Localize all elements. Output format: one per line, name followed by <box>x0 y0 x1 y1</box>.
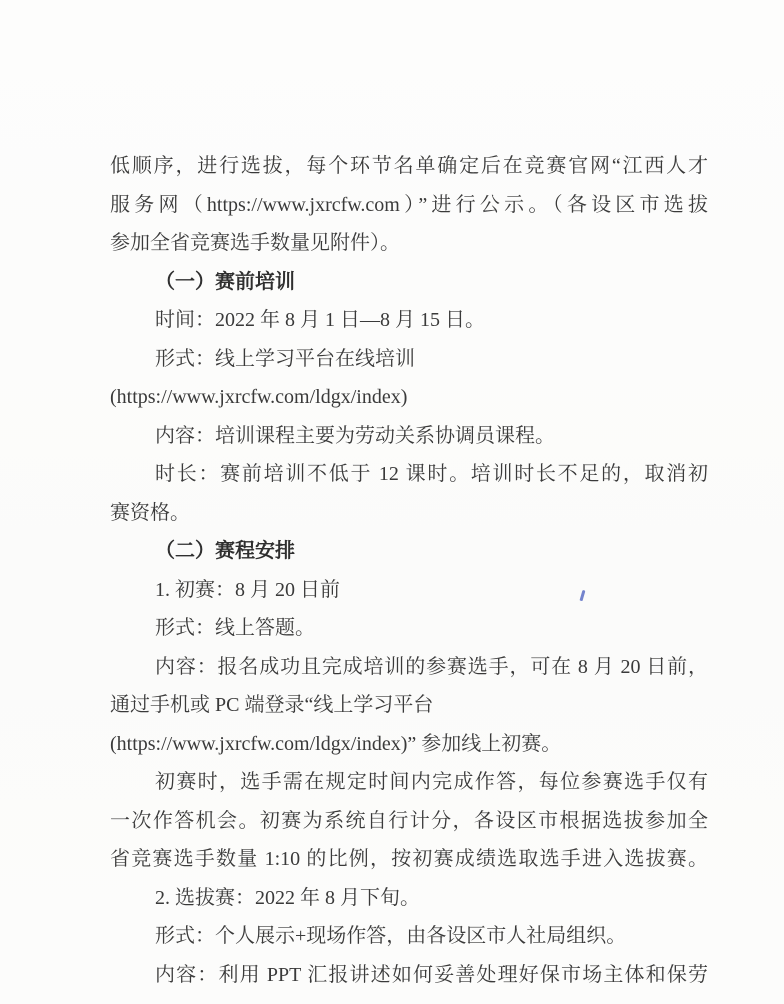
text-line: 赛资格。 <box>110 501 190 524</box>
text-line: 参加全省竞赛选手数量见附件）。 <box>110 232 400 254</box>
document-text-block <box>110 147 708 994</box>
text-line: 通过手机或 PC 端登录“线上学习平台 <box>110 694 434 716</box>
text-line: 低顺序，进行选拔，每个环节名单确定后在竞赛官网“江西人才 <box>110 155 708 177</box>
url-line: (https://www.jxrcfw.com/ldgx/index)” 参加线上初赛。 <box>110 732 562 755</box>
text-line: 形式：个人展示+现场作答，由各设区市人社局组织。 <box>155 925 627 947</box>
text-line: 1. 初赛：8 月 20 日前 <box>155 578 340 601</box>
text-line: 省竞赛选手数量 1:10 的比例，按初赛成绩选取选手进入选拔赛。 <box>110 848 708 870</box>
text-line: 初赛时，选手需在规定时间内完成作答，每位参赛选手仅有 <box>155 771 708 793</box>
section-heading-schedule: （二）赛程安排 <box>155 540 295 562</box>
text-line: 内容：培训课程主要为劳动关系协调员课程。 <box>155 424 555 447</box>
text-line: 一次作答机会。初赛为系统自行计分，各设区市根据选拔参加全 <box>110 809 708 832</box>
text-line: 内容：利用 PPT 汇报讲述如何妥善处理好保市场主体和保劳 <box>155 963 708 986</box>
text-line: 形式：线上学习平台在线培训 <box>155 347 415 370</box>
text-line: 形式：线上答题。 <box>155 617 315 639</box>
section-heading-pre-training: （一）赛前培训 <box>155 270 295 293</box>
url-line: (https://www.jxrcfw.com/ldgx/index) <box>110 386 408 408</box>
text-line: 服务网（https://www.jxrcfw.com）”进行公示。（各设区市选拔 <box>110 193 708 216</box>
text-line: 内容：报名成功且完成培训的参赛选手，可在 8 月 20 日前， <box>155 655 708 678</box>
text-line: 2. 选拔赛：2022 年 8 月下旬。 <box>155 886 420 909</box>
text-line: 时间：2022 年 8 月 1 日—8 月 15 日。 <box>155 309 485 331</box>
text-line: 时长：赛前培训不低于 12 课时。培训时长不足的，取消初 <box>155 463 708 485</box>
